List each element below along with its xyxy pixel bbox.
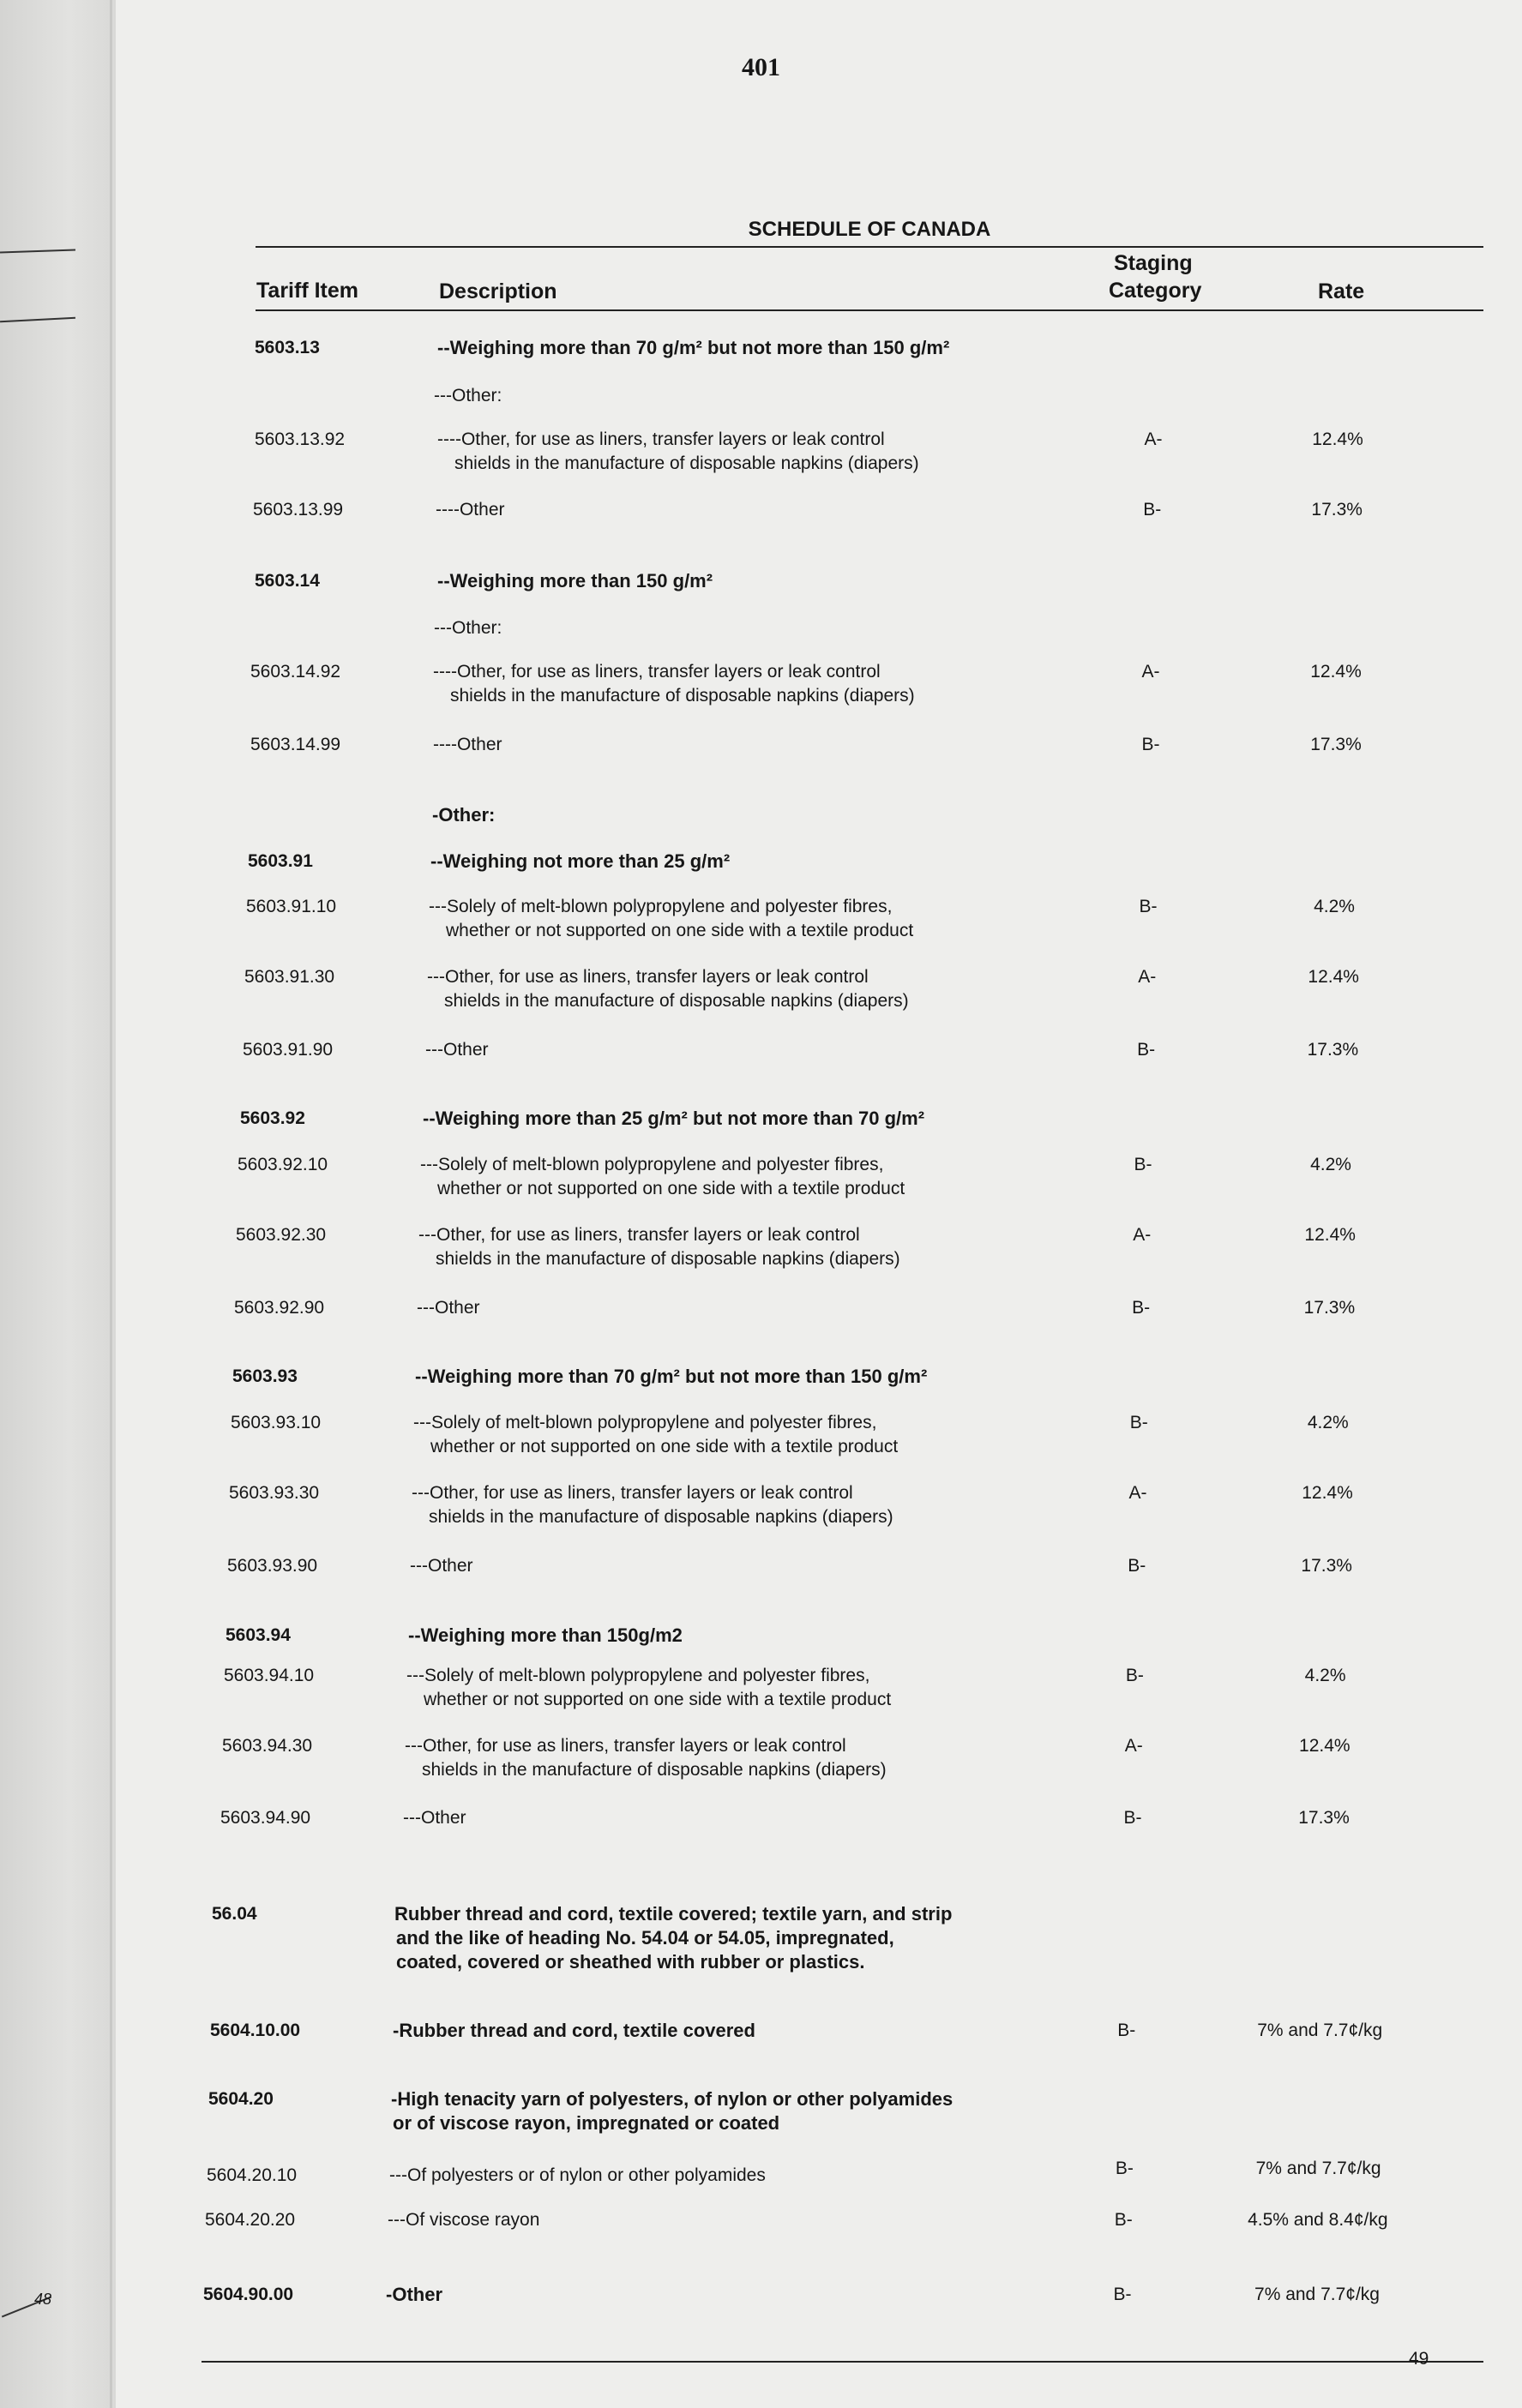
header-staging-line2: Category bbox=[1109, 279, 1202, 303]
tariff-item-code: 5604.10.00 bbox=[210, 2021, 301, 2040]
description-line: ---Solely of melt-blown polypropylene and polyester fibres, bbox=[413, 1413, 877, 1432]
tariff-item-code: 5603.94.30 bbox=[222, 1736, 313, 1756]
description-line: ---Solely of melt-blown polypropylene and polyester fibres, bbox=[406, 1666, 870, 1685]
rate-value: 12.4% bbox=[1308, 967, 1359, 987]
tariff-item-code: 5603.93.90 bbox=[227, 1556, 318, 1576]
staging-category: A- bbox=[1138, 967, 1157, 987]
tariff-item-code: 5603.92.90 bbox=[234, 1298, 325, 1318]
rate-value: 17.3% bbox=[1298, 1808, 1350, 1828]
description-line: ---Other: bbox=[434, 386, 502, 405]
description-line: whether or not supported on one side with a textile product bbox=[430, 1437, 899, 1456]
rate-value: 4.2% bbox=[1307, 1413, 1349, 1432]
tariff-item-code: 5604.20 bbox=[208, 2089, 274, 2109]
rate-value: 12.4% bbox=[1310, 662, 1362, 682]
rate-value: 4.2% bbox=[1314, 897, 1355, 916]
description-line: shields in the manufacture of disposable napkins (diapers) bbox=[436, 1249, 900, 1269]
description-line: shields in the manufacture of disposable napkins (diapers) bbox=[422, 1760, 887, 1780]
rate-value: 4.2% bbox=[1304, 1666, 1346, 1685]
staging-category: B- bbox=[1128, 1556, 1146, 1576]
binding-gutter bbox=[0, 0, 116, 2408]
staging-category: B- bbox=[1143, 500, 1162, 519]
description-line: ---Other, for use as liners, transfer layers or leak control bbox=[427, 967, 869, 987]
description-line: ---Other, for use as liners, transfer layers or leak control bbox=[418, 1225, 860, 1245]
description-line: --Weighing more than 70 g/m² but not more than 150 g/m² bbox=[415, 1366, 928, 1387]
description-line: ---Solely of melt-blown polypropylene and polyester fibres, bbox=[420, 1155, 884, 1174]
staging-category: B- bbox=[1129, 1413, 1148, 1432]
header-rate: Rate bbox=[1318, 279, 1365, 303]
description-line: --Weighing more than 70 g/m² but not more than 150 g/m² bbox=[437, 337, 950, 358]
staging-category: B- bbox=[1134, 1155, 1152, 1174]
description-line: ----Other bbox=[433, 735, 502, 754]
rate-value: 7% and 7.7¢/kg bbox=[1255, 2159, 1381, 2178]
description-line: ----Other bbox=[436, 500, 505, 519]
tariff-item-code: 5603.93.10 bbox=[231, 1413, 322, 1432]
description-line: whether or not supported on one side with a textile product bbox=[437, 1179, 905, 1198]
staging-category: A- bbox=[1144, 429, 1163, 449]
tariff-item-code: 5603.91.90 bbox=[243, 1040, 334, 1060]
staging-category: A- bbox=[1124, 1736, 1143, 1756]
schedule-title: SCHEDULE OF CANADA bbox=[748, 218, 991, 241]
staging-category: B- bbox=[1132, 1298, 1151, 1318]
header-top-rule bbox=[256, 246, 1483, 248]
previous-page-number: 48 bbox=[34, 2291, 52, 2308]
tariff-item-code: 5603.93 bbox=[232, 1366, 298, 1386]
staging-category: B- bbox=[1115, 2159, 1134, 2178]
rate-value: 17.3% bbox=[1310, 735, 1362, 754]
tariff-item-code: 5603.91.30 bbox=[244, 967, 335, 987]
rate-value: 7% and 7.7¢/kg bbox=[1257, 2021, 1383, 2040]
rate-value: 17.3% bbox=[1301, 1556, 1352, 1576]
staging-category: A- bbox=[1133, 1225, 1152, 1245]
description-line: ---Other bbox=[425, 1040, 489, 1060]
header-tariff-item: Tariff Item bbox=[256, 279, 358, 303]
tariff-item-code: 5603.93.30 bbox=[229, 1483, 320, 1503]
description-line: -Other bbox=[386, 2284, 442, 2305]
tariff-item-code: 5603.14 bbox=[255, 571, 320, 591]
tariff-item-code: 5603.14.92 bbox=[250, 662, 341, 682]
binding-shadow bbox=[110, 0, 112, 2408]
description-line: shields in the manufacture of disposable napkins (diapers) bbox=[444, 991, 909, 1011]
staging-category: B- bbox=[1141, 735, 1160, 754]
header-staging-line1: Staging bbox=[1114, 251, 1193, 275]
staging-category: B- bbox=[1117, 2021, 1136, 2040]
rate-value: 17.3% bbox=[1311, 500, 1363, 519]
description-line: or of viscose rayon, impregnated or coated bbox=[393, 2112, 780, 2134]
description-line: ---Other, for use as liners, transfer layers or leak control bbox=[405, 1736, 846, 1756]
description-line: ---Other, for use as liners, transfer layers or leak control bbox=[412, 1483, 853, 1503]
description-line: coated, covered or sheathed with rubber or plastics. bbox=[396, 1951, 865, 1973]
rate-value: 4.5% and 8.4¢/kg bbox=[1248, 2210, 1388, 2230]
rate-value: 4.2% bbox=[1310, 1155, 1351, 1174]
staging-category: B- bbox=[1113, 2285, 1132, 2304]
rate-value: 17.3% bbox=[1307, 1040, 1359, 1060]
description-line: ---Other bbox=[417, 1298, 480, 1318]
tariff-item-code: 5603.13 bbox=[255, 338, 320, 357]
tariff-item-code: 5604.20.20 bbox=[205, 2210, 296, 2230]
description-line: Rubber thread and cord, textile covered; textile yarn, and strip bbox=[394, 1903, 953, 1925]
description-line: shields in the manufacture of disposable napkins (diapers) bbox=[454, 453, 919, 473]
description-line: whether or not supported on one side with a textile product bbox=[424, 1690, 892, 1709]
description-line: --Weighing not more than 25 g/m² bbox=[430, 850, 731, 872]
description-line: ---Solely of melt-blown polypropylene and polyester fibres, bbox=[429, 897, 893, 916]
tariff-item-code: 5603.94.90 bbox=[220, 1808, 311, 1828]
staging-category: B- bbox=[1114, 2210, 1133, 2230]
rate-value: 7% and 7.7¢/kg bbox=[1254, 2285, 1380, 2304]
page-number: 401 bbox=[742, 53, 780, 81]
description-line: ---Other bbox=[410, 1556, 473, 1576]
tariff-item-code: 5603.92.30 bbox=[236, 1225, 327, 1245]
header-bottom-rule bbox=[256, 309, 1483, 311]
rate-value: 12.4% bbox=[1299, 1736, 1351, 1756]
tariff-item-code: 5603.91.10 bbox=[246, 897, 337, 916]
rate-value: 12.4% bbox=[1312, 429, 1363, 449]
tariff-item-code: 5603.13.99 bbox=[253, 500, 344, 519]
tariff-item-code: 5603.94.10 bbox=[224, 1666, 315, 1685]
rate-value: 17.3% bbox=[1303, 1298, 1356, 1318]
tariff-item-code: 5603.92 bbox=[240, 1108, 305, 1128]
description-line: ---Of viscose rayon bbox=[388, 2210, 540, 2230]
rate-value: 12.4% bbox=[1304, 1225, 1356, 1245]
staging-category: A- bbox=[1141, 662, 1160, 682]
description-line: whether or not supported on one side with a textile product bbox=[446, 921, 914, 940]
description-line: shields in the manufacture of disposable napkins (diapers) bbox=[429, 1507, 893, 1527]
rate-value: 12.4% bbox=[1302, 1483, 1353, 1503]
description-line: --Weighing more than 150 g/m² bbox=[437, 570, 713, 591]
tariff-item-code: 5604.90.00 bbox=[203, 2285, 294, 2304]
header-description: Description bbox=[439, 279, 557, 303]
description-line: -Other: bbox=[432, 804, 496, 826]
staging-category: A- bbox=[1128, 1483, 1147, 1503]
staging-category: B- bbox=[1137, 1040, 1156, 1060]
description-line: shields in the manufacture of disposable napkins (diapers) bbox=[450, 686, 915, 706]
tariff-item-code: 5604.20.10 bbox=[207, 2165, 298, 2185]
description-line: -High tenacity yarn of polyesters, of nylon or other polyamides bbox=[391, 2088, 954, 2110]
description-line: --Weighing more than 25 g/m² but not more than 70 g/m² bbox=[423, 1108, 925, 1129]
tariff-item-code: 5603.14.99 bbox=[250, 735, 341, 754]
staging-category: B- bbox=[1139, 897, 1158, 916]
tariff-item-code: 5603.94 bbox=[226, 1625, 291, 1645]
description-line: ---Of polyesters or of nylon or other polyamides bbox=[389, 2165, 766, 2185]
tariff-item-code: 5603.92.10 bbox=[238, 1155, 328, 1174]
description-line: ---Other bbox=[403, 1808, 466, 1828]
description-line: ----Other, for use as liners, transfer layers or leak control bbox=[433, 662, 881, 682]
description-line: and the like of heading No. 54.04 or 54.05, impregnated, bbox=[396, 1927, 894, 1949]
description-line: ---Other: bbox=[434, 618, 502, 638]
description-line: ----Other, for use as liners, transfer layers or leak control bbox=[437, 429, 885, 449]
description-line: -Rubber thread and cord, textile covered bbox=[393, 2020, 755, 2041]
tariff-item-code: 5603.13.92 bbox=[255, 429, 346, 449]
tariff-item-code: 5603.91 bbox=[248, 851, 313, 871]
footer-page-number: 49 bbox=[1409, 2349, 1429, 2369]
description-line: --Weighing more than 150g/m2 bbox=[408, 1624, 683, 1646]
staging-category: B- bbox=[1125, 1666, 1144, 1685]
tariff-item-code: 56.04 bbox=[212, 1904, 257, 1924]
staging-category: B- bbox=[1123, 1808, 1142, 1828]
footer-rule bbox=[202, 2361, 1483, 2363]
